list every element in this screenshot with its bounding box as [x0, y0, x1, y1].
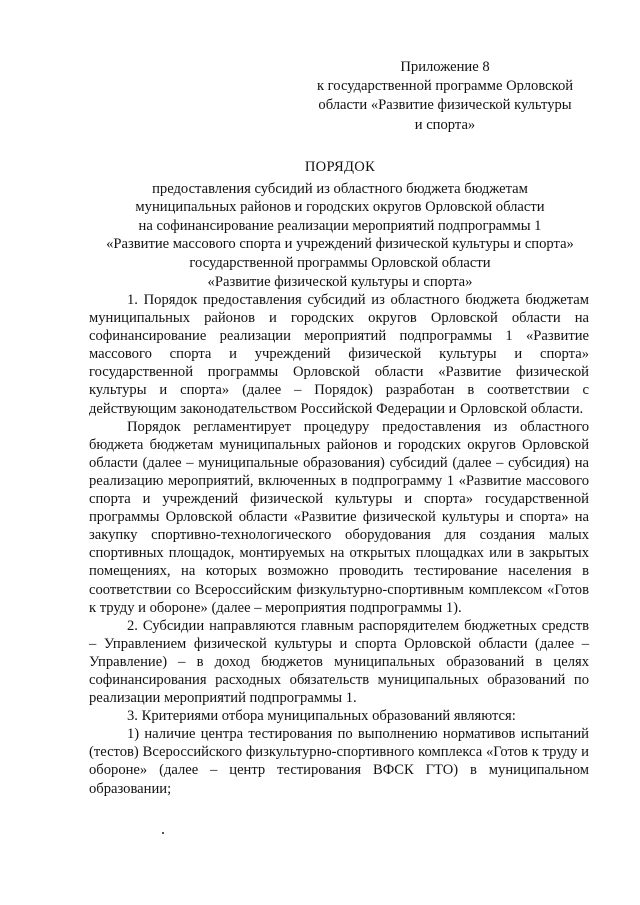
appendix-line: области «Развитие физической культуры: [318, 97, 572, 114]
appendix-line: Приложение 8: [400, 59, 490, 75]
subtitle-line: государственной программы Орловской области: [189, 254, 491, 271]
appendix-line: к государственной программе Орловской: [316, 78, 574, 95]
document-subtitle: [80, 180, 600, 292]
appendix-reference: [300, 58, 590, 135]
paragraph-3: 2. Субсидии направляются главным распорядителем бюджетных средств – Управлением физической культуры и спорта Орловской области (далее – Управление) – в доход бюджетов муниципальных образований в целях софинансирования расходных обязательств муниципальных образований по реализации мероприятий подпрограммы 1.: [89, 617, 589, 707]
document-title: ПОРЯДОК: [304, 159, 376, 175]
paragraph-2: Порядок регламентирует процедуру предоставления из областного бюджета бюджетам муниципальных районов и городских округов Орловской области (далее – муниципальные образования) субсидий (далее – субсидия) на реализацию мероприятий, включенных в подпрограмму 1 «Развитие массового спорта и учреждений физической культуры и спорта» государственной программы Орловской области «Развитие физической культуры и спорта» на закупку спортивно-технологического оборудования для создания малых спортивных площадок, монтируемых на открытых площадках или в закрытых помещениях, на которых возможно проводить тестирование населения в соответствии со Всероссийским физкультурно-спортивным комплексом «Готов к труду и обороне» (далее – мероприятия подпрограммы 1).: [89, 418, 589, 616]
subtitle-line: на софинансирование реализации мероприятий подпрограммы 1: [138, 217, 542, 234]
document-heading: [80, 158, 600, 291]
subtitle-line: предоставления субсидий из областного бюджета бюджетам: [152, 180, 528, 197]
paragraph-5: 1) наличие центра тестирования по выполнению нормативов испытаний (тестов) Всероссийского физкультурно-спортивного комплекса «Готов к труду и обороне» (далее – центр тестирования ВФСК ГТО) в муниципальном образовании;: [89, 726, 589, 797]
scan-speck: [162, 832, 164, 834]
paragraph-4: 3. Критериями отбора муниципальных образований являются:: [127, 708, 516, 725]
subtitle-line: «Развитие массового спорта и учреждений физической культуры и спорта»: [106, 236, 574, 253]
subtitle-line: муниципальных районов и городских округов Орловской области: [135, 199, 545, 216]
document-body: [89, 291, 589, 798]
subtitle-line: «Развитие физической культуры и спорта»: [207, 273, 473, 290]
paragraph-1: 1. Порядок предоставления субсидий из областного бюджета бюджетам муниципальных районов и городских округов Орловской области на софинансирование реализации мероприятий подпрограммы 1 «Развитие массового спорта и учреждений физической культуры и спорта» государственной программы Орловской области «Развитие физической культуры и спорта» (далее – Порядок) разработан в соответствии с действующим законодательством Российской Федерации и Орловской области.: [89, 292, 589, 417]
appendix-line: и спорта»: [414, 116, 476, 133]
